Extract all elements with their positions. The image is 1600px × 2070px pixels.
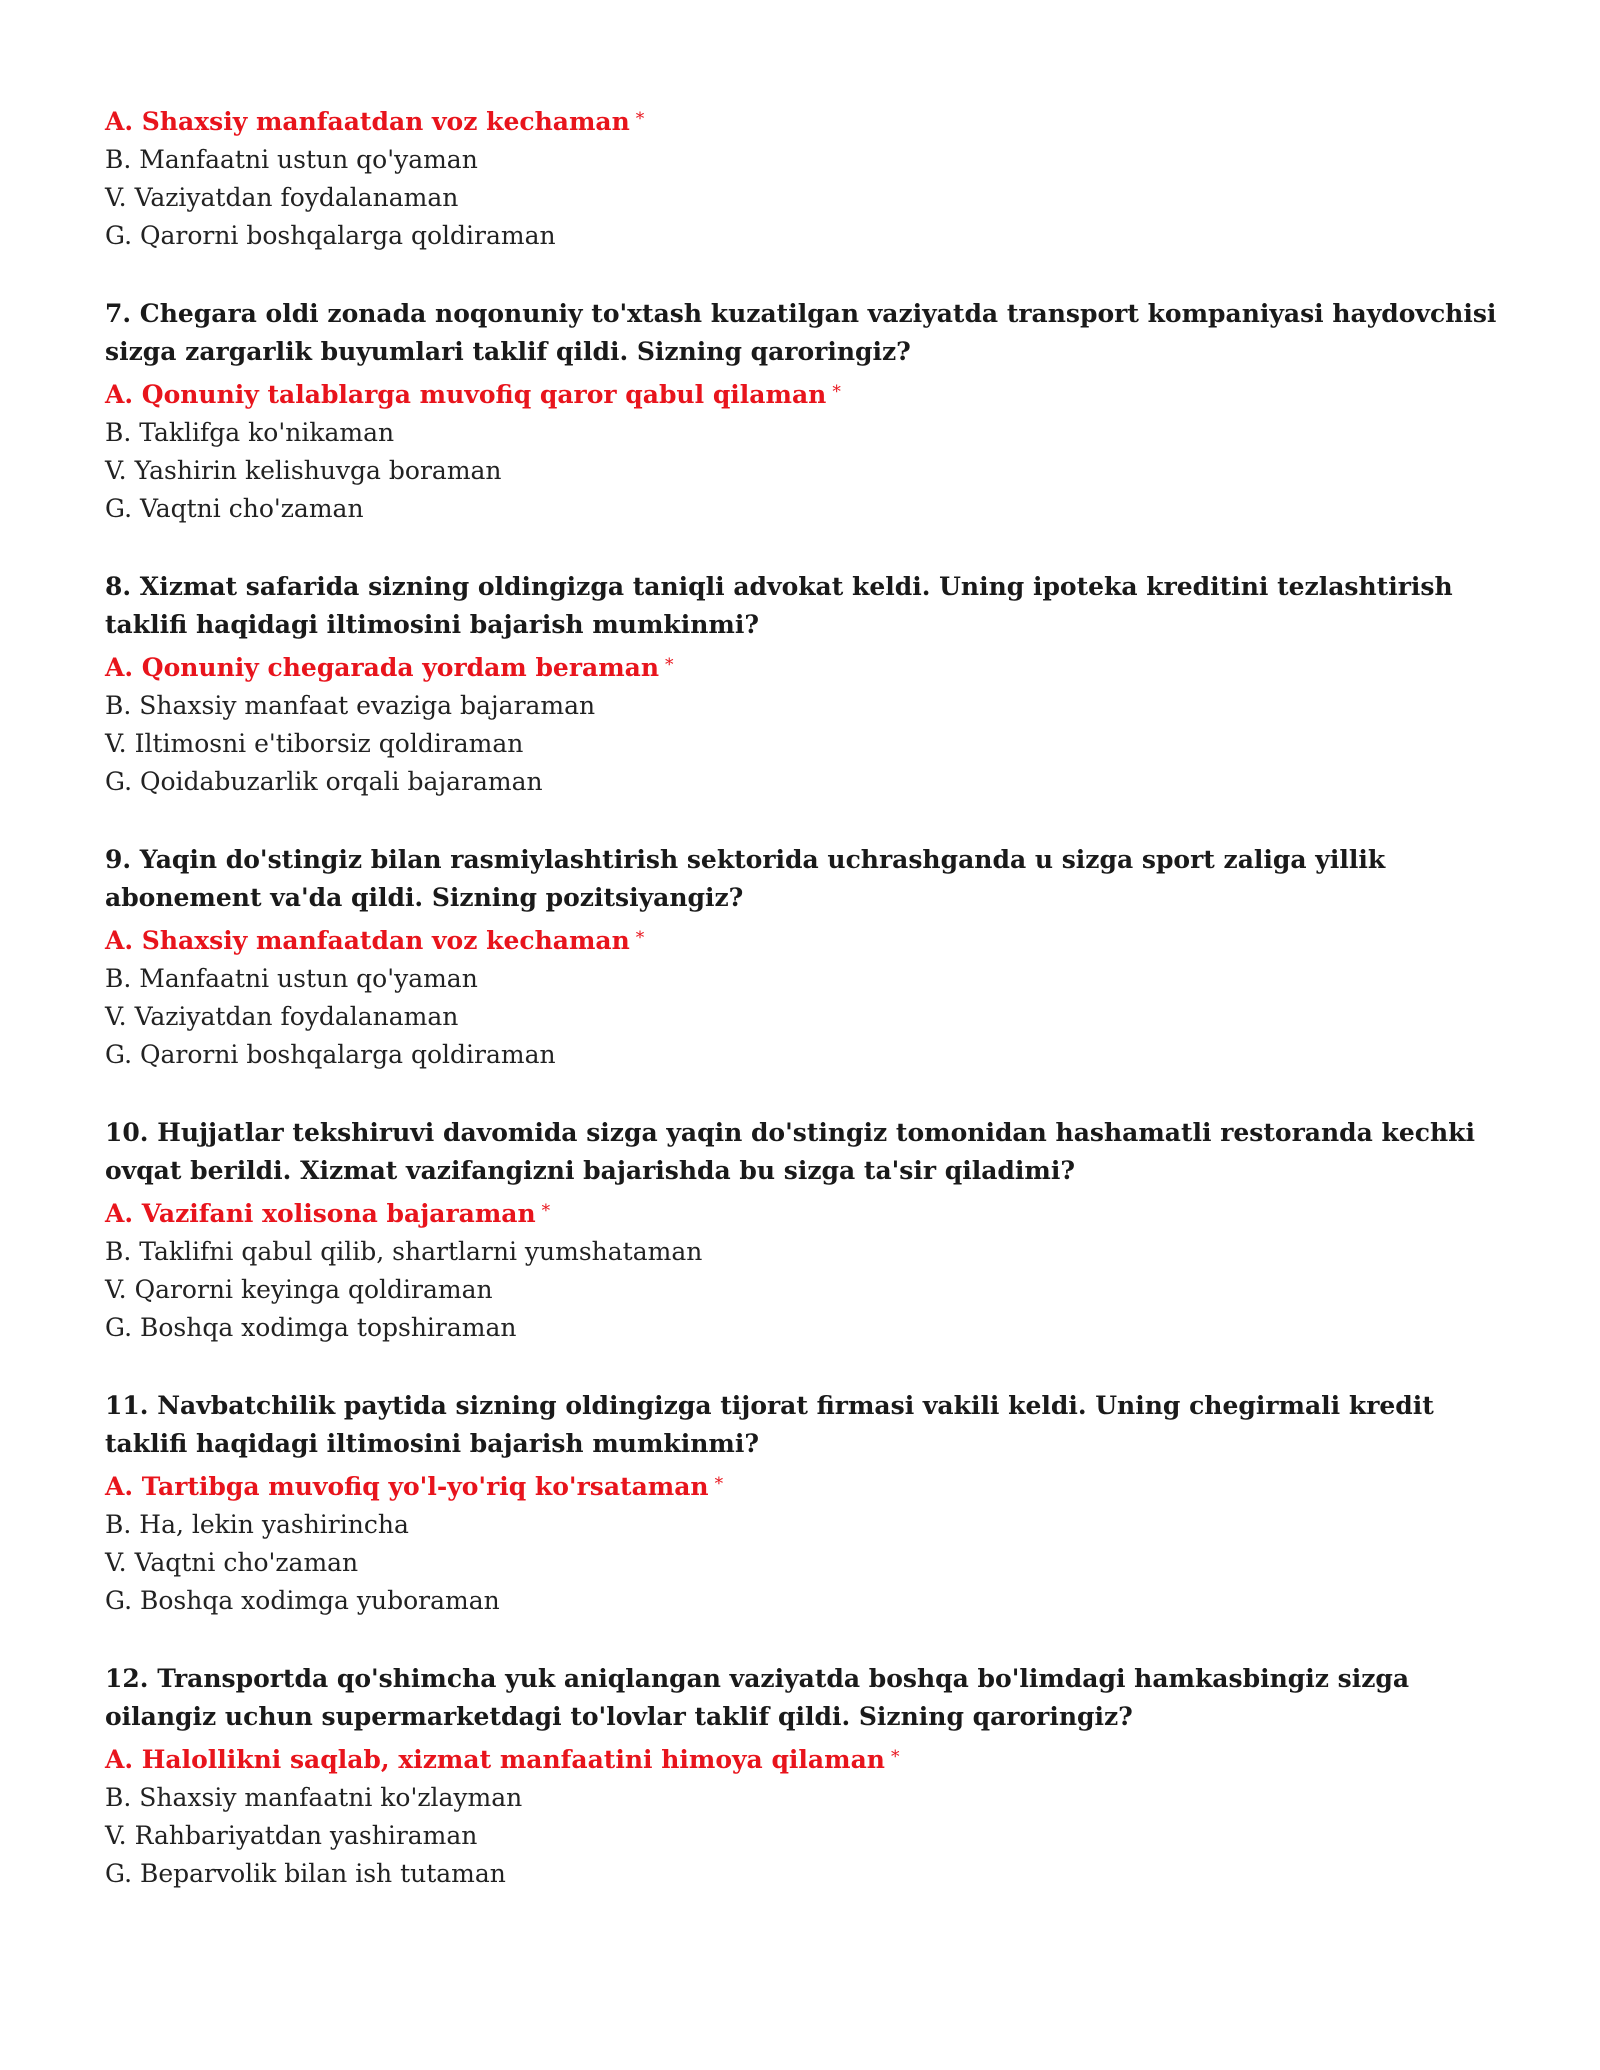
answer-option-text: A. Halollikni saqlab, xizmat manfaatini himoya qilaman <box>105 1745 885 1774</box>
answer-option <box>105 687 1505 725</box>
answer-option <box>105 1036 1505 1074</box>
correct-answer-option <box>105 373 1505 414</box>
answer-option-text: G. Qarorni boshqalarga qoldiraman <box>105 1040 556 1069</box>
answer-option <box>105 763 1505 801</box>
answer-option <box>105 414 1505 452</box>
answer-option-text: G. Beparvolik bilan ish tutaman <box>105 1859 506 1888</box>
correct-marker-icon: * <box>665 655 674 675</box>
questions-list <box>105 295 1505 1893</box>
correct-answer-option <box>105 1738 1505 1779</box>
question-text: 8. Xizmat safarida sizning oldingizga taniqli advokat keldi. Uning ipoteka kreditini tezlashtirish taklifi haqidagi iltimosini bajarish mumkinmi? <box>105 572 1453 639</box>
answer-option-text: G. Boshqa xodimga topshiraman <box>105 1313 517 1342</box>
answer-option <box>105 1582 1505 1620</box>
answer-option-text: B. Shaxsiy manfaatni ko'zlayman <box>105 1783 523 1812</box>
answer-option-text: A. Shaxsiy manfaatdan voz kechaman <box>105 107 630 136</box>
question-block <box>105 841 1505 1074</box>
correct-answer-option <box>105 100 1505 141</box>
answer-option-text: G. Qoidabuzarlik orqali bajaraman <box>105 767 543 796</box>
answer-option-text: G. Boshqa xodimga yuboraman <box>105 1586 500 1615</box>
correct-marker-icon: * <box>635 109 645 129</box>
answer-option <box>105 141 1505 179</box>
answer-option <box>105 998 1505 1036</box>
answer-option-text: B. Manfaatni ustun qo'yaman <box>105 964 478 993</box>
question-text: 11. Navbatchilik paytida sizning oldingizga tijorat firmasi vakili keldi. Uning chegirmali kredit taklifi haqidagi iltimosini bajarish mumkinmi? <box>105 1391 1434 1458</box>
question-block <box>105 1660 1505 1893</box>
answer-option-text: A. Vazifani xolisona bajaraman <box>105 1199 536 1228</box>
answer-option-text: V. Iltimosni e'tiborsiz qoldiraman <box>105 729 524 758</box>
correct-answer-option <box>105 1465 1505 1506</box>
question-text: 9. Yaqin do'stingiz bilan rasmiylashtirish sektorida uchrashganda u sizga sport zaliga yillik abonement va'da qildi. Sizning pozitsiyangiz? <box>105 845 1386 912</box>
answer-option <box>105 1506 1505 1544</box>
answer-option-text: V. Yashirin kelishuvga boraman <box>105 456 502 485</box>
document-page <box>105 100 1505 1893</box>
answer-option-text: B. Ha, lekin yashirincha <box>105 1510 409 1539</box>
correct-answer-option <box>105 919 1505 960</box>
question-block <box>105 568 1505 801</box>
correct-marker-icon: * <box>714 1474 724 1494</box>
question-block <box>105 1387 1505 1620</box>
first-options-block <box>105 100 1505 255</box>
answer-option <box>105 1817 1505 1855</box>
answer-option <box>105 1779 1505 1817</box>
question-text: 12. Transportda qo'shimcha yuk aniqlangan vaziyatda boshqa bo'limdagi hamkasbingiz sizga oilangiz uchun supermarketdagi to'lovlar taklif qildi. Sizning qaroringiz? <box>105 1664 1410 1731</box>
answer-option <box>105 217 1505 255</box>
answer-option-text: V. Vaqtni cho'zaman <box>105 1548 359 1577</box>
answer-option <box>105 725 1505 763</box>
correct-marker-icon: * <box>541 1201 551 1221</box>
answer-option-text: A. Qonuniy chegarada yordam beraman <box>105 653 660 682</box>
answer-option <box>105 452 1505 490</box>
question-text: 7. Chegara oldi zonada noqonuniy to'xtash kuzatilgan vaziyatda transport kompaniyasi haydovchisi sizga zargarlik buyumlari taklif qildi. Sizning qaroringiz? <box>105 299 1497 366</box>
answer-option <box>105 960 1505 998</box>
answer-option <box>105 1855 1505 1893</box>
answer-option-text: V. Vaziyatdan foydalanaman <box>105 183 459 212</box>
answer-option-text: B. Taklifga ko'nikaman <box>105 418 395 447</box>
answer-option-text: A. Shaxsiy manfaatdan voz kechaman <box>105 926 630 955</box>
answer-option <box>105 1544 1505 1582</box>
correct-answer-option <box>105 1192 1505 1233</box>
correct-marker-icon: * <box>890 1747 900 1767</box>
correct-marker-icon: * <box>832 382 841 402</box>
question-block <box>105 295 1505 528</box>
answer-option-text: G. Vaqtni cho'zaman <box>105 494 364 523</box>
answer-option <box>105 490 1505 528</box>
answer-option-text: B. Taklifni qabul qilib, shartlarni yumshataman <box>105 1237 703 1266</box>
correct-answer-option <box>105 646 1505 687</box>
answer-option <box>105 1233 1505 1271</box>
answer-option-text: V. Qarorni keyinga qoldiraman <box>105 1275 493 1304</box>
answer-option-text: A. Qonuniy talablarga muvofiq qaror qabul qilaman <box>105 380 827 409</box>
answer-option-text: B. Shaxsiy manfaat evaziga bajaraman <box>105 691 596 720</box>
answer-option <box>105 179 1505 217</box>
answer-option-text: V. Rahbariyatdan yashiraman <box>105 1821 478 1850</box>
answer-option-text: A. Tartibga muvofiq yo'l-yo'riq ko'rsataman <box>105 1472 709 1501</box>
answer-option-text: G. Qarorni boshqalarga qoldiraman <box>105 221 556 250</box>
answer-option <box>105 1271 1505 1309</box>
answer-option <box>105 1309 1505 1347</box>
correct-marker-icon: * <box>635 928 645 948</box>
answer-option-text: B. Manfaatni ustun qo'yaman <box>105 145 478 174</box>
question-block <box>105 1114 1505 1347</box>
answer-option-text: V. Vaziyatdan foydalanaman <box>105 1002 459 1031</box>
question-text: 10. Hujjatlar tekshiruvi davomida sizga yaqin do'stingiz tomonidan hashamatli restoranda kechki ovqat berildi. Xizmat vazifangizni bajarishda bu sizga ta'sir qiladimi? <box>105 1118 1475 1185</box>
